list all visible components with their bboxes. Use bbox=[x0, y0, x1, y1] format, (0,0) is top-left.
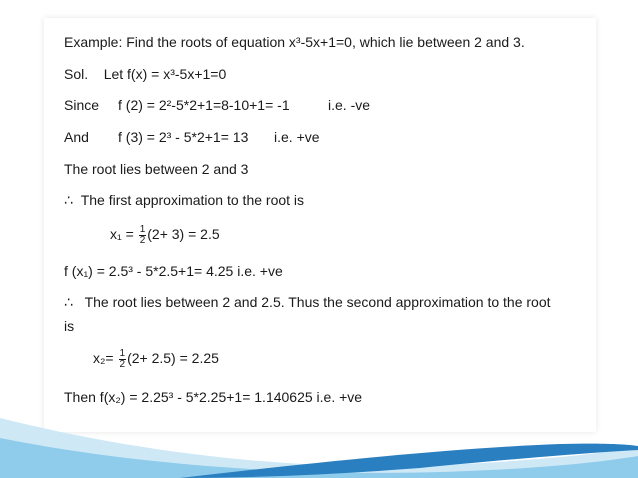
fx1-line: f (x₁) = 2.5³ - 5*2.5+1= 4.25 i.e. +ve bbox=[64, 263, 283, 279]
x2-rhs: (2+ 2.5) = 2.25 bbox=[127, 350, 219, 367]
and-label: And bbox=[64, 129, 89, 145]
first-approx-line bbox=[64, 191, 304, 209]
and-line bbox=[64, 128, 320, 146]
and-expr: f (3) = 2³ - 5*2+1= 13 bbox=[118, 129, 249, 145]
fraction-numerator: 1 bbox=[139, 224, 146, 235]
first-approx-text: The first approximation to the root is bbox=[80, 192, 305, 208]
sol-text: Let f(x) = x³-5x+1=0 bbox=[103, 66, 227, 82]
root-between-1: The root lies between 2 and 3 bbox=[64, 161, 249, 177]
fraction-denominator-2: 2 bbox=[119, 359, 126, 370]
x1-lhs: x₁ = bbox=[110, 226, 134, 243]
sol-label: Sol. bbox=[64, 66, 89, 82]
and-result: i.e. +ve bbox=[274, 129, 320, 145]
sol-line bbox=[64, 65, 226, 83]
since-line bbox=[64, 96, 371, 114]
root-between-2-text: The root lies between 2 and 2.5. Thus the second approximation to the root bbox=[84, 294, 551, 310]
since-label: Since bbox=[64, 97, 100, 113]
since-result: i.e. -ve bbox=[328, 97, 371, 113]
fraction-denominator: 2 bbox=[139, 235, 146, 246]
since-expr: f (2) = 2²-5*2+1=8-10+1= -1 bbox=[118, 97, 290, 113]
fraction-numerator-2: 1 bbox=[119, 348, 126, 359]
x1-equation bbox=[110, 225, 220, 246]
is-text: is bbox=[64, 318, 75, 334]
x2-lhs: x₂= bbox=[93, 350, 114, 367]
half-fraction bbox=[139, 225, 147, 246]
x2-equation bbox=[93, 349, 219, 370]
decorative-wave bbox=[0, 408, 638, 478]
root-between-2-line bbox=[64, 293, 551, 311]
x1-rhs: (2+ 3) = 2.5 bbox=[147, 226, 220, 243]
example-title: Example: Find the roots of equation x³-5x+1=0, which lie between 2 and 3. bbox=[64, 34, 525, 50]
therefore-symbol: ∴ bbox=[64, 192, 73, 208]
then-line: Then f(x₂) = 2.25³ - 5*2.25+1= 1.140625 i.e. +ve bbox=[64, 389, 363, 405]
half-fraction-2 bbox=[119, 349, 127, 370]
therefore-symbol-2: ∴ bbox=[64, 294, 73, 310]
